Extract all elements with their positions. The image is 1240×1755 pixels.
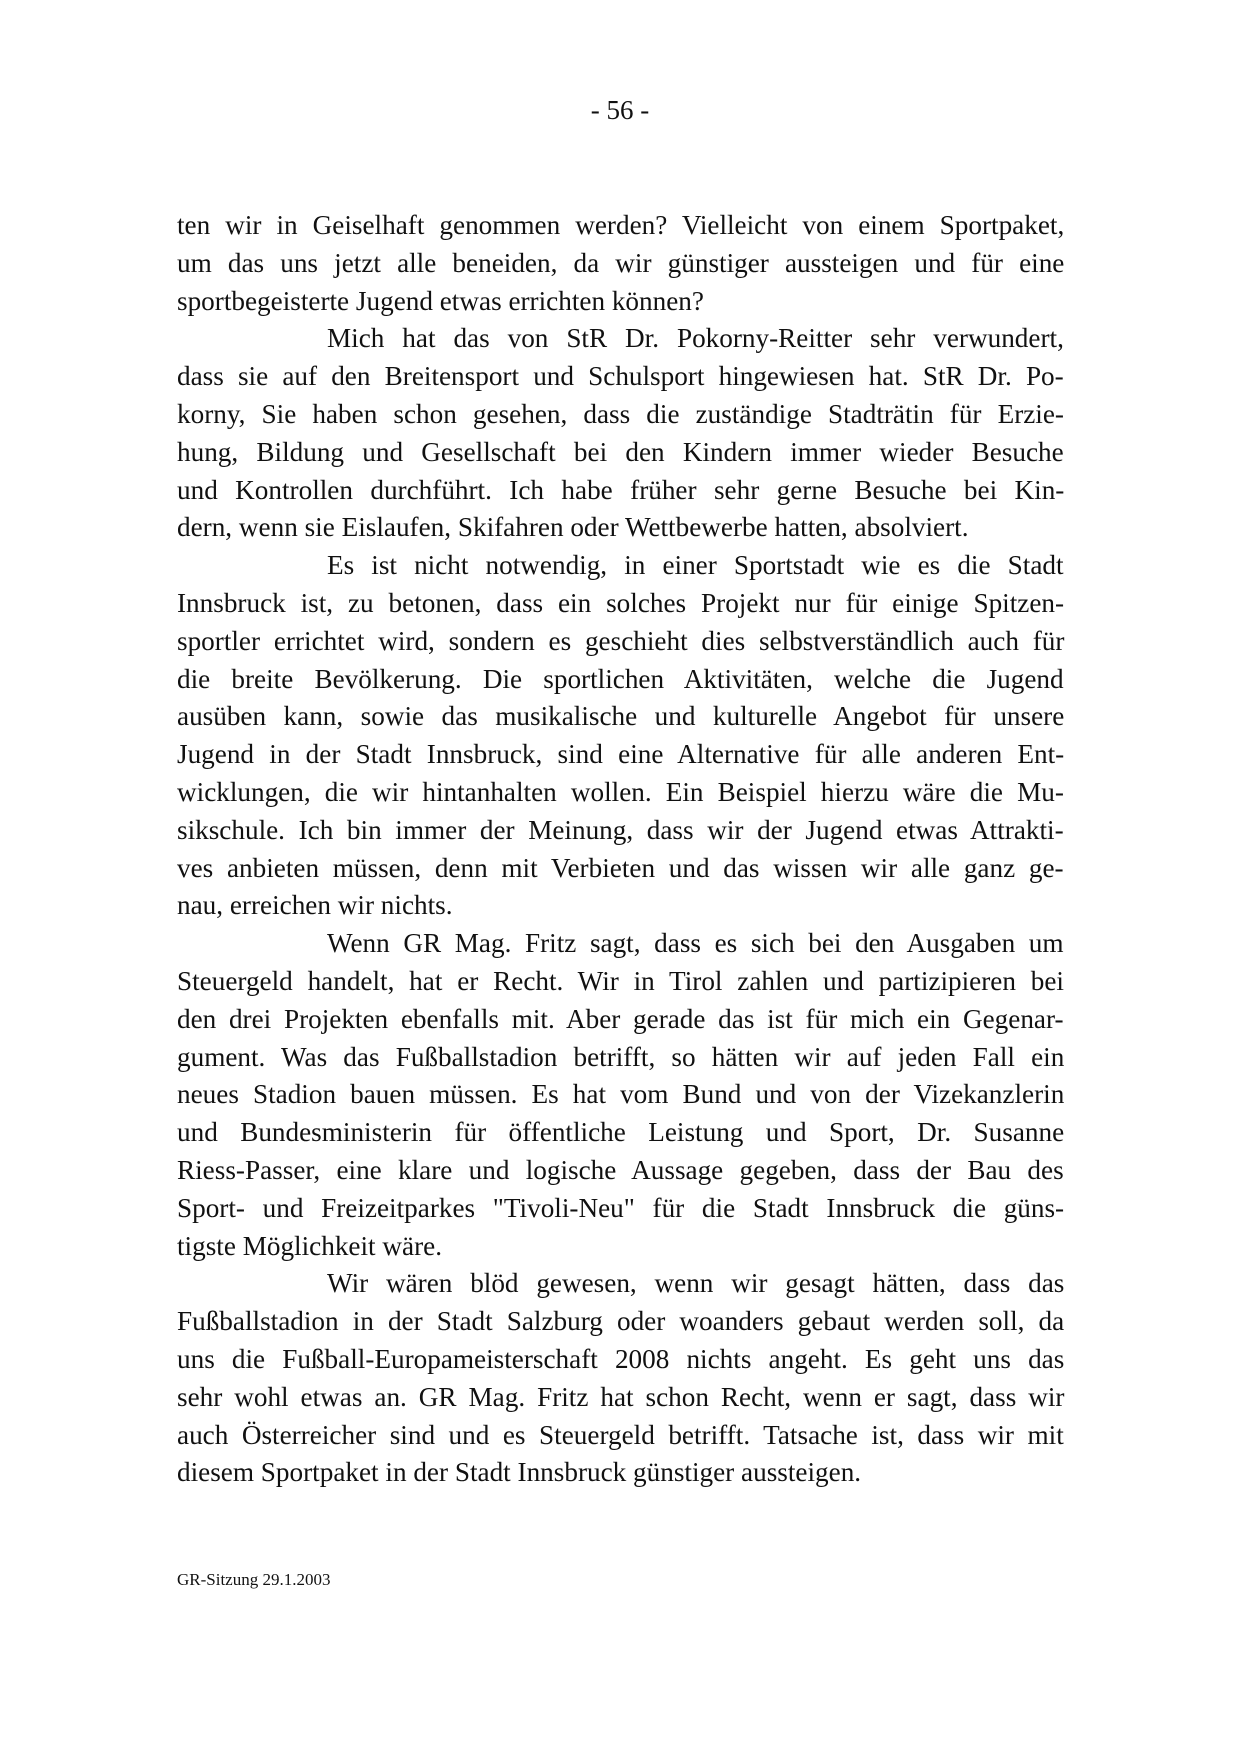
text-line: Riess-Passer, eine klare und logische Aussage gegeben, dass der Bau des	[177, 1154, 1064, 1185]
text-line: Sport- und Freizeitparkes "Tivoli-Neu" für die Stadt Innsbruck die güns-	[177, 1192, 1065, 1223]
text-line: diesem Sportpaket in der Stadt Innsbruck günstiger aussteigen.	[177, 1457, 862, 1488]
text-line: die breite Bevölkerung. Die sportlichen Aktivitäten, welche die Jugend	[177, 663, 1064, 694]
page-number: - 56 -	[590, 95, 650, 125]
paragraph	[177, 320, 1064, 547]
text-line: gument. Was das Fußballstadion betrifft, so hätten wir auf jeden Fall ein	[177, 1041, 1065, 1072]
text-line: sportbegeisterte Jugend etwas errichten können?	[177, 285, 704, 316]
text-line: Jugend in der Stadt Innsbruck, sind eine Alternative für alle anderen Ent-	[177, 739, 1065, 770]
text-line: hung, Bildung und Gesellschaft bei den Kindern immer wieder Besuche	[177, 436, 1064, 467]
text-line: Wenn GR Mag. Fritz sagt, dass es sich bei den Ausgaben um	[327, 928, 1064, 959]
footer-session-date: GR-Sitzung 29.1.2003	[177, 1570, 331, 1589]
text-line: sikschule. Ich bin immer der Meinung, dass wir der Jugend etwas Attrakti-	[177, 814, 1064, 845]
text-line: ausüben kann, sowie das musikalische und kulturelle Angebot für unsere	[177, 701, 1065, 732]
paragraph	[177, 1265, 1064, 1492]
text-line: den drei Projekten ebenfalls mit. Aber gerade das ist für mich ein Gegenar-	[177, 1003, 1064, 1034]
text-line: nau, erreichen wir nichts.	[177, 890, 453, 921]
text-line: um das uns jetzt alle beneiden, da wir günstiger aussteigen und für eine	[177, 247, 1065, 278]
text-line: uns die Fußball-Europameisterschaft 2008 nichts angeht. Es geht uns das	[177, 1343, 1065, 1374]
text-line: korny, Sie haben schon gesehen, dass die zuständige Stadträtin für Erzie-	[177, 398, 1064, 429]
text-line: sehr wohl etwas an. GR Mag. Fritz hat schon Recht, wenn er sagt, dass wir	[177, 1381, 1065, 1412]
text-line: Innsbruck ist, zu betonen, dass ein solches Projekt nur für einige Spitzen-	[177, 587, 1065, 618]
text-line: sportler errichtet wird, sondern es geschieht dies selbstverständlich auch für	[177, 625, 1065, 656]
text-line: neues Stadion bauen müssen. Es hat vom Bund und von der Vizekanzlerin	[177, 1079, 1065, 1110]
text-line: Es ist nicht notwendig, in einer Sportstadt wie es die Stadt	[327, 550, 1064, 581]
paragraph	[177, 207, 1064, 320]
text-line: und Bundesministerin für öffentliche Leistung und Sport, Dr. Susanne	[177, 1117, 1065, 1148]
text-line: wicklungen, die wir hintanhalten wollen. Ein Beispiel hierzu wäre die Mu-	[177, 776, 1064, 807]
text-line: und Kontrollen durchführt. Ich habe früher sehr gerne Besuche bei Kin-	[177, 474, 1065, 505]
text-line: Wir wären blöd gewesen, wenn wir gesagt hätten, dass das	[327, 1268, 1065, 1299]
body-text	[177, 207, 1064, 1492]
text-line: Steuergeld handelt, hat er Recht. Wir in Tirol zahlen und partizipieren bei	[177, 965, 1064, 996]
paragraph	[177, 547, 1064, 925]
text-line: tigste Möglichkeit wäre.	[177, 1230, 443, 1261]
paragraph	[177, 925, 1064, 1265]
text-line: Fußballstadion in der Stadt Salzburg oder woanders gebaut werden soll, da	[177, 1306, 1065, 1337]
text-line: ves anbieten müssen, denn mit Verbieten und das wissen wir alle ganz ge-	[177, 852, 1064, 883]
text-line: dass sie auf den Breitensport und Schulsport hingewiesen hat. StR Dr. Po-	[177, 361, 1064, 392]
text-line: dern, wenn sie Eislaufen, Skifahren oder Wettbewerbe hatten, absolviert.	[177, 512, 969, 543]
text-line: ten wir in Geiselhaft genommen werden? Vielleicht von einem Sportpaket,	[177, 210, 1065, 240]
text-line: Mich hat das von StR Dr. Pokorny-Reitter sehr verwundert,	[327, 323, 1064, 354]
text-line: auch Österreicher sind und es Steuergeld betrifft. Tatsache ist, dass wir mit	[177, 1419, 1064, 1450]
